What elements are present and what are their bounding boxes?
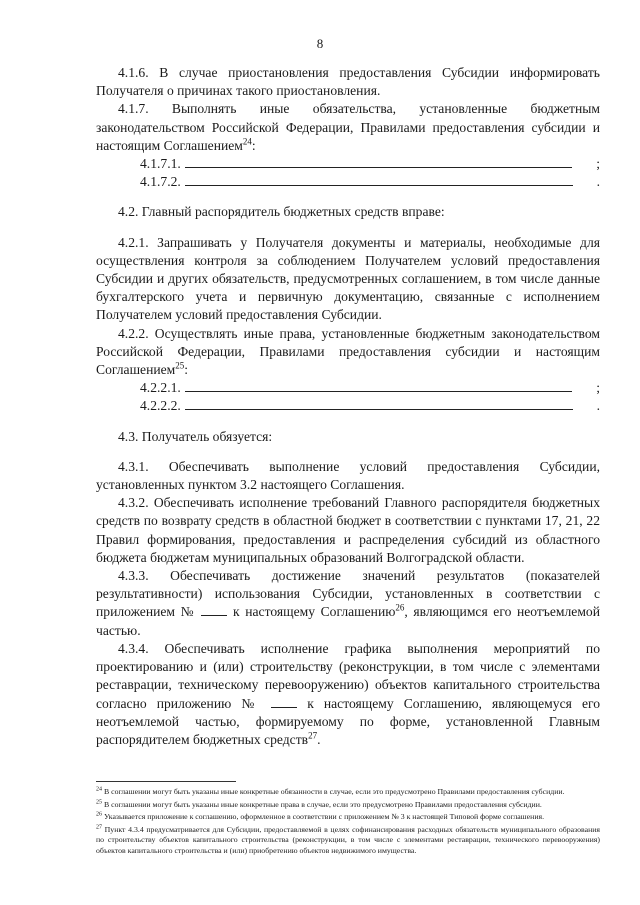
footnote-ref-26: 26 xyxy=(395,602,405,613)
line-number: 4.2.2.2. xyxy=(140,398,181,414)
footnote-ref-24: 24 xyxy=(242,136,252,147)
punctuation: ; xyxy=(596,380,600,396)
page-number: 8 xyxy=(316,36,324,51)
footnote-24 xyxy=(96,787,600,798)
paragraph-number: 4.1.6. xyxy=(118,65,149,80)
paragraph-4-1-6 xyxy=(96,64,600,100)
footnote-ref-27: 27 xyxy=(308,730,318,741)
fill-in-rule xyxy=(185,155,572,168)
paragraph-text: 4.3.3. Обеспечивать достижение значений результатов (показателей результативности) использования Субсидии, установленных в соответствии с приложением № xyxy=(96,568,600,620)
footnote-separator xyxy=(96,781,236,782)
paragraph-text: к настоящему Соглашению, являющемуся его неотъемлемой частью, формируемому по форме, установленной Главным распорядителем бюджетных средств xyxy=(96,695,601,747)
fill-in-rule xyxy=(185,379,572,392)
punctuation: . xyxy=(317,731,321,747)
footnote-text: В соглашении могут быть указаны иные конкретные права в случае, если это предусмотрено Правилами предоставления субсидии. xyxy=(103,799,542,809)
footnote-text: Пункт 4.3.4 предусматривается для Субсидии, предоставляемой в целях софинансирования расходных обязательств муниципального образования по строительству объектов капитального строительства (реконструкции, в том числе с элементами реставрации, технического перевооружения) объектов капитального строительства и (или) приобретению объектов недвижимого имущества. xyxy=(96,824,600,855)
footnote-number: 25 xyxy=(96,798,102,805)
line-number: 4.2.2.1. xyxy=(140,380,181,396)
section-heading-4-3: 4.3. Получатель обязуется: xyxy=(118,428,273,444)
punctuation: . xyxy=(596,398,600,414)
blank-line-4-1-7-2 xyxy=(96,173,600,191)
footnote-text: Указывается приложение к соглашению, оформленное в соответствии с приложением № 3 к настоящей Типовой форме соглашения. xyxy=(103,812,545,821)
footnote-26 xyxy=(96,812,600,823)
footnote-25 xyxy=(96,800,600,811)
paragraph-text: 4.3.4. Обеспечивать исполнение графика выполнения мероприятий по проектированию и (или) строительству (реконструкции, в том числе с элементами реставрации, техническому перевооружению) объектов капитального строительства согласно приложению № xyxy=(96,640,600,711)
appendix-number-blank xyxy=(271,697,297,708)
line-number: 4.1.7.2. xyxy=(140,174,181,190)
blank-line-4-2-2-1 xyxy=(96,379,600,397)
paragraph-4-3-3 xyxy=(96,567,600,640)
paragraph-text: 4.1.7. Выполнять иные обязательства, установленные бюджетным законодательством Российской Федерации, Правилами предоставления субсидии и настоящим Соглашением xyxy=(96,101,600,153)
paragraph-4-3-2: 4.3.2. Обеспечивать исполнение требований Главного распорядителя бюджетных средств по возврату средств в областной бюджет в соответствии с пунктами 17, 21, 22 Правил формирования, предоставления и распределения субсидий из областного бюджета бюджетам муниципальных образований Волгоградской области. xyxy=(96,495,600,565)
footnote-ref-25: 25 xyxy=(175,360,185,371)
line-number: 4.1.7.1. xyxy=(140,156,181,172)
footnotes xyxy=(96,787,600,858)
footnote-number: 27 xyxy=(96,823,102,830)
appendix-number-blank xyxy=(201,605,227,616)
paragraph-text: к настоящему Соглашению xyxy=(233,604,396,620)
paragraph-4-1-7 xyxy=(96,100,600,155)
document-body xyxy=(96,64,600,749)
footnote-number: 26 xyxy=(96,811,102,818)
fill-in-rule xyxy=(185,397,573,410)
paragraph-4-3-4 xyxy=(96,640,600,749)
paragraph-4-3-1: 4.3.1. Обеспечивать выполнение условий предоставления Субсидии, установленных пунктом 3.2 настоящего Соглашения. xyxy=(96,458,600,493)
footnote-text: В соглашении могут быть указаны иные конкретные обязанности в случае, если это предусмотрено Правилами предоставления субсидии. xyxy=(103,787,565,796)
section-heading-4-2: 4.2. Главный распорядитель бюджетных средств вправе: xyxy=(118,204,445,220)
punctuation: . xyxy=(596,174,600,190)
paragraph-4-2-2 xyxy=(96,325,600,380)
punctuation: ; xyxy=(596,156,600,172)
footnote-number: 24 xyxy=(96,786,102,793)
paragraph-4-2-1: 4.2.1. Запрашивать у Получателя документы и материалы, необходимые для осуществления контроля за соблюдением Получателем условий предоставления Субсидии и других обязательств, предусмотренных соглашением, в том числе данные бухгалтерского учета и первичную документацию, связанные с исполнением Получателем условий предоставления Субсидии. xyxy=(96,234,600,323)
fill-in-rule xyxy=(185,173,573,186)
punctuation: : xyxy=(184,362,189,378)
paragraph-text: В случае приостановления предоставления Субсидии информировать Получателя о причинах такого приостановления. xyxy=(96,65,600,99)
punctuation: : xyxy=(251,137,256,153)
blank-line-4-2-2-2 xyxy=(96,397,600,415)
blank-line-4-1-7-1 xyxy=(96,155,600,173)
paragraph-text: 4.2.2. Осуществлять иные права, установленные бюджетным законодательством Российской Федерации, Правилами предоставления субсидии и настоящим Соглашением xyxy=(96,325,600,378)
footnote-27 xyxy=(96,825,600,857)
paragraph-text: , являющимся его неотъемлемой частью. xyxy=(96,604,600,638)
